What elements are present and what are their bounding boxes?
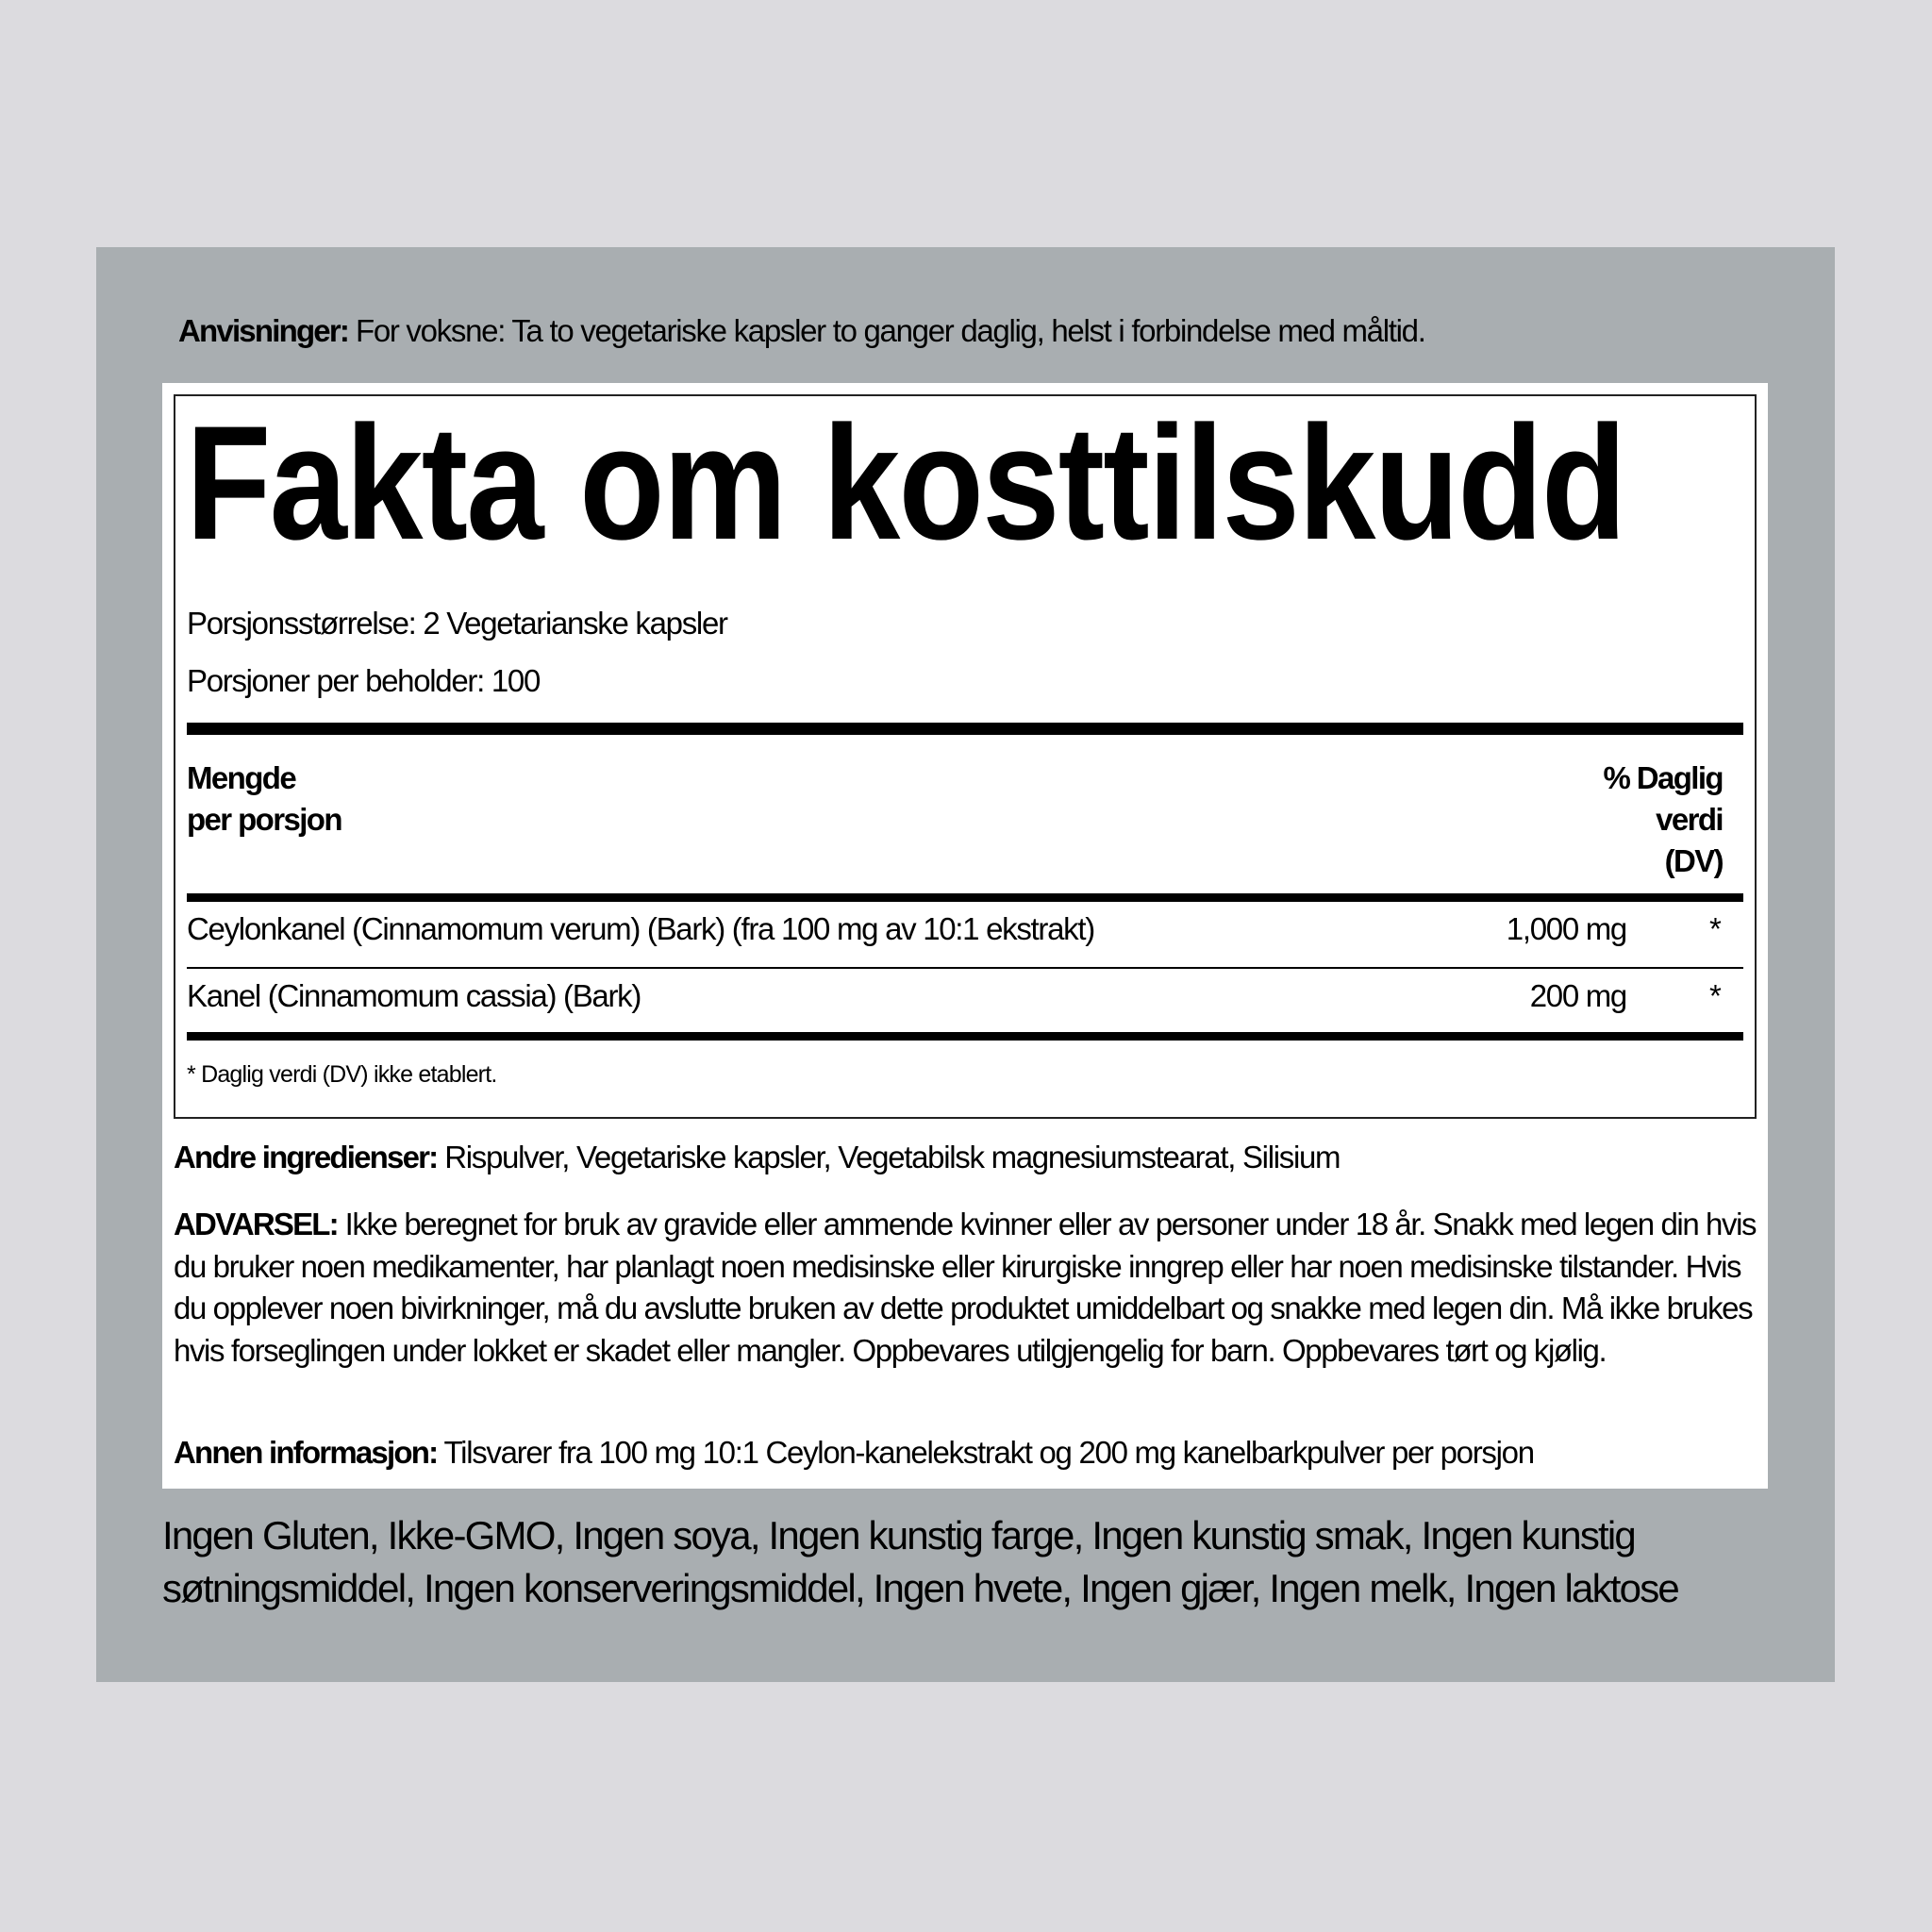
- ingredient-amount: 1,000 mg: [1506, 911, 1626, 946]
- warning-label: ADVARSEL:: [174, 1207, 338, 1241]
- header-divider: [187, 893, 1743, 902]
- directions: [178, 313, 1425, 349]
- row-divider: [187, 967, 1743, 969]
- dv-header: [1603, 758, 1723, 882]
- facts-title: Fakta om kosttilskudd: [186, 392, 1625, 574]
- ingredient-dv: *: [1709, 978, 1721, 1013]
- warning-text: Ikke beregnet for bruk av gravide eller ammende kvinner eller av personer under 18 år. Snakk med legen din hvis du bruker noen medikamenter, har planlagt noen medisinske eller kirurgiske inngrep eller har noen medisinske tilstander. Hvis du opplever noen bivirkninger, må du avslutte bruken av dette produktet umiddelbart og snakke med legen din. Må ikke brukes hvis forseglingen under lokket er skadet eller mangler. Oppbevares utilgjengelig for barn. Oppbevares tørt og kjølig.: [174, 1207, 1757, 1368]
- thick-divider: [187, 723, 1743, 735]
- other-ingredients: [174, 1140, 1340, 1175]
- ingredient-name: Kanel (Cinnamomum cassia) (Bark): [187, 978, 641, 1013]
- servings-per-container: Porsjoner per beholder: 100: [187, 663, 541, 698]
- amount-header-line1: Mengde: [187, 760, 296, 795]
- ingredient-amount: 200 mg: [1529, 978, 1626, 1013]
- amount-header: [187, 758, 341, 841]
- other-info: [174, 1435, 1534, 1471]
- dv-header-line1: % Daglig: [1603, 760, 1723, 795]
- bottom-divider: [187, 1032, 1743, 1041]
- amount-header-line2: per porsjon: [187, 802, 341, 837]
- ingredient-name: Ceylonkanel (Cinnamomum verum) (Bark) (fra 100 mg av 10:1 ekstrakt): [187, 911, 1094, 946]
- warning: [174, 1204, 1768, 1372]
- free-from-claims: Ingen Gluten, Ikke-GMO, Ingen soya, Ingen kunstig farge, Ingen kunstig smak, Ingen kunstig søtningsmiddel, Ingen konserveringsmiddel, Ingen hvete, Ingen gjær, Ingen melk, Ingen laktose: [162, 1513, 1678, 1610]
- directions-label: Anvisninger:: [178, 313, 349, 348]
- other-info-label: Annen informasjon:: [174, 1435, 438, 1470]
- dv-header-line3: (DV): [1664, 843, 1723, 878]
- other-info-text: Tilsvarer fra 100 mg 10:1 Ceylon-kanelekstrakt og 200 mg kanelbarkpulver per porsjon: [437, 1435, 1534, 1470]
- dv-header-line2: verdi: [1656, 802, 1723, 837]
- ingredient-dv: *: [1709, 911, 1721, 946]
- directions-text: For voksne: Ta to vegetariske kapsler to ganger daglig, helst i forbindelse med måltid.: [348, 313, 1425, 348]
- serving-size: Porsjonsstørrelse: 2 Vegetarianske kapsler: [187, 606, 727, 641]
- other-ingredients-text: Rispulver, Vegetariske kapsler, Vegetabilsk magnesiumstearat, Silisium: [437, 1140, 1341, 1174]
- other-ingredients-label: Andre ingredienser:: [174, 1140, 438, 1174]
- footnote: * Daglig verdi (DV) ikke etablert.: [187, 1061, 497, 1088]
